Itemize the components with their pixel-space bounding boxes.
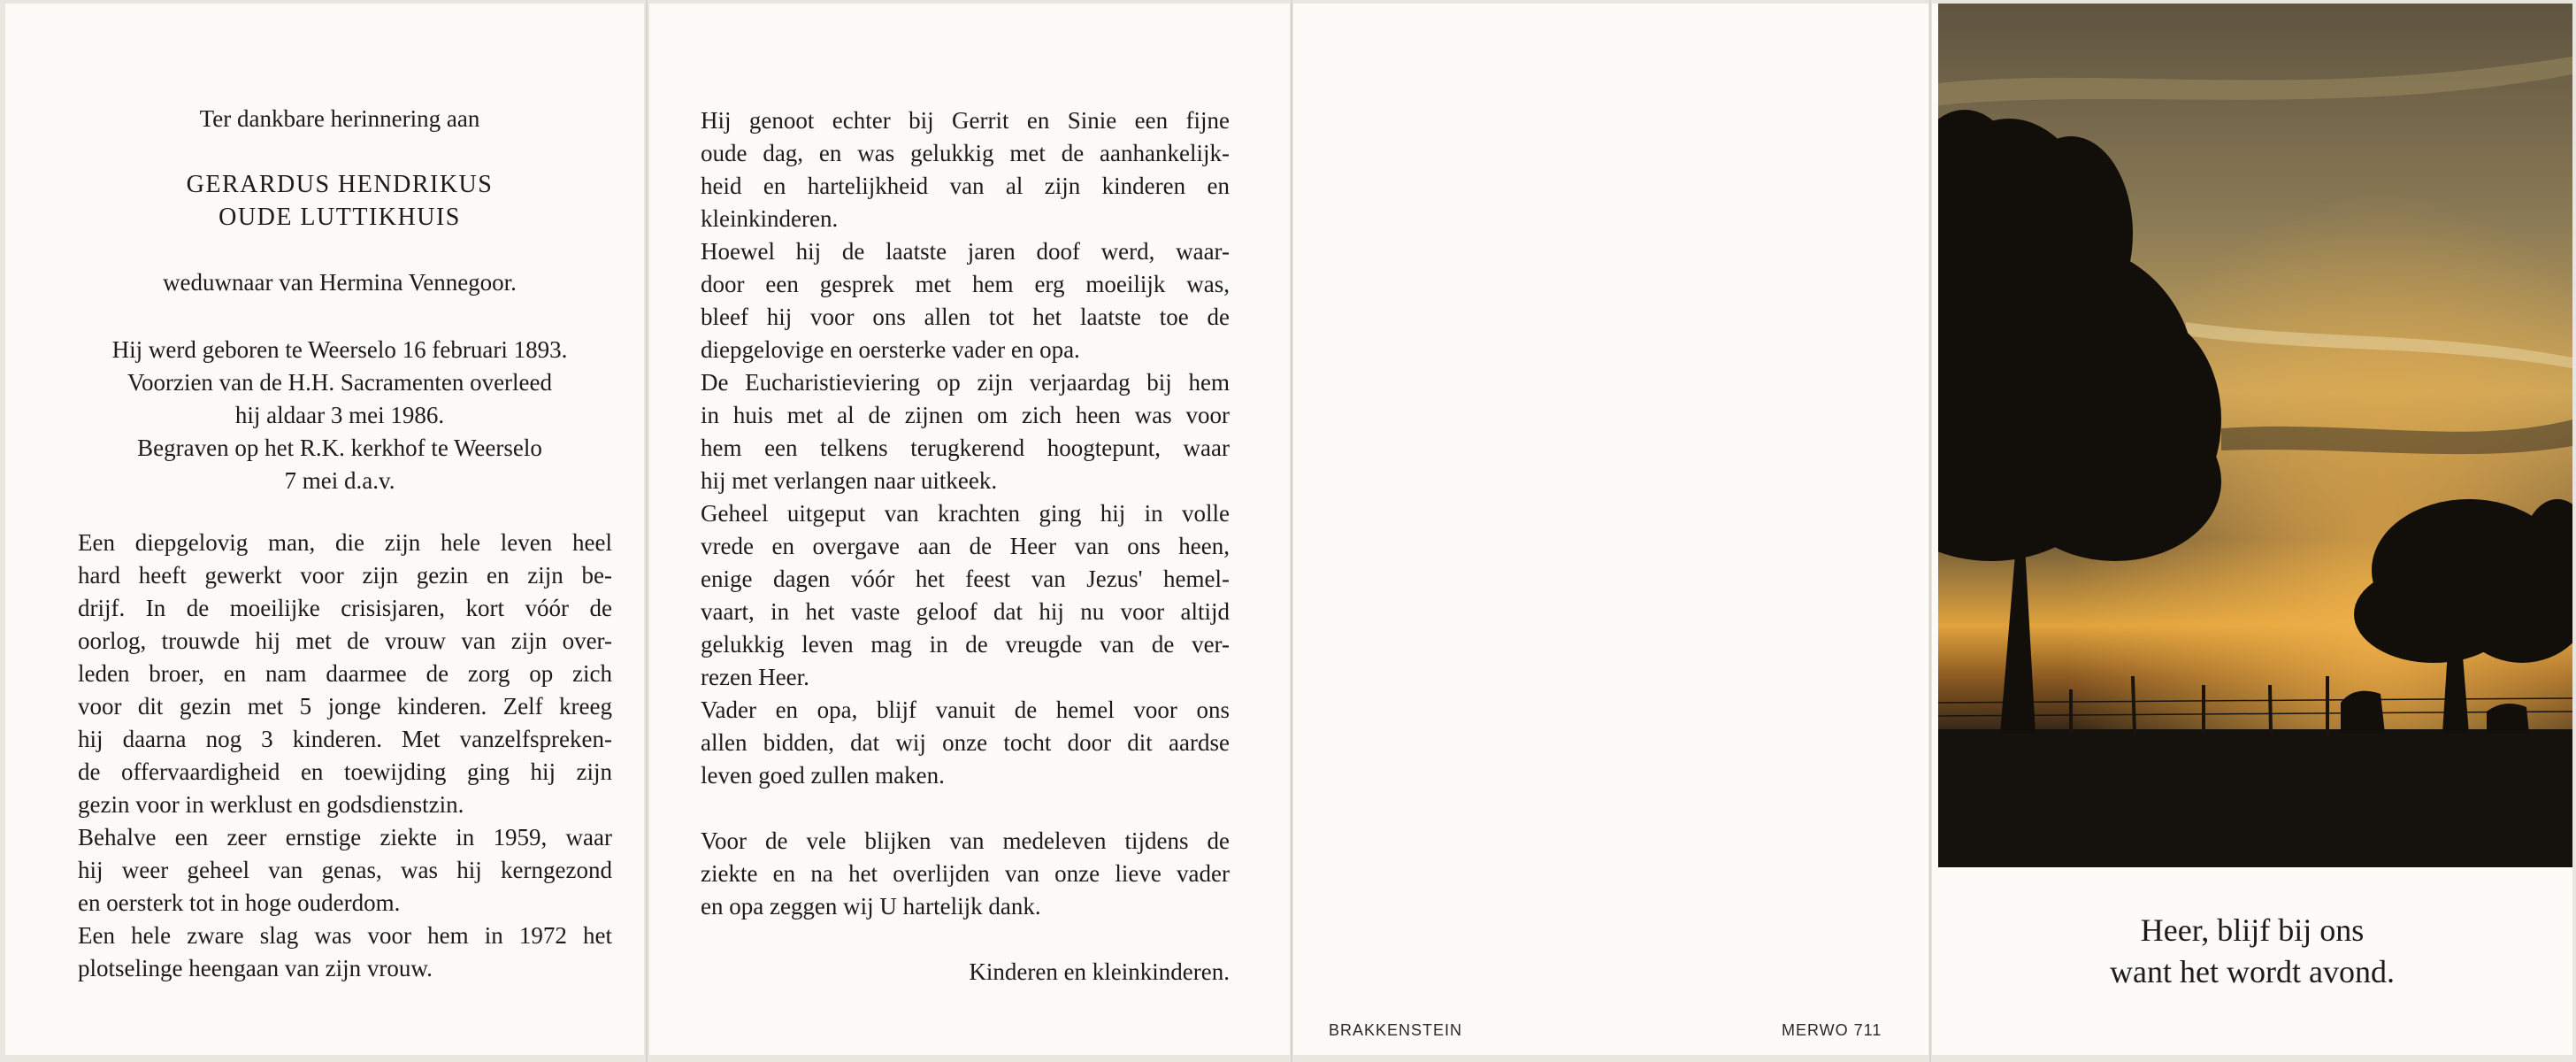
- fold-line: [1929, 0, 1931, 1062]
- card-middle-panel: [649, 4, 1290, 1055]
- bio-line: en oersterk tot in hoge ouderdom.: [78, 889, 401, 916]
- bio-line: gezin voor in werklust en godsdienstzin.: [78, 791, 464, 818]
- name-line-1: GERARDUS HENDRIKUS: [186, 171, 494, 198]
- card-left-panel: [5, 4, 644, 1055]
- thanks-line: Voor de vele blijken van medeleven tijdens de: [701, 827, 1230, 854]
- bio-line: hard heeft gewerkt voor zijn gezin en zijn be-: [78, 562, 612, 589]
- bio-line: leden broer, en nam daarmee de zorg op zich: [78, 660, 612, 687]
- verse: [1932, 910, 2572, 993]
- product-code: MERWO 711: [1782, 1021, 1882, 1039]
- fold-line: [1291, 0, 1292, 1062]
- name-line-2: OUDE LUTTIKHUIS: [218, 204, 461, 231]
- bio2-line: rezen Heer.: [701, 664, 809, 690]
- bio2-line: Hij genoot echter bij Gerrit en Sinie een fijne: [701, 107, 1230, 134]
- biography-text: [78, 527, 612, 985]
- burial-date-line: 7 mei d.a.v.: [284, 467, 395, 494]
- bio2-line: oude dag, en was gelukkig met de aanhankelijk-: [701, 140, 1230, 166]
- bio2-line: De Eucharistieviering op zijn verjaardag bij hem: [701, 369, 1230, 396]
- thanks-line: ziekte en na het overlijden van onze lieve vader: [701, 860, 1230, 887]
- bio-line: de offervaardigheid en toewijding ging hij zijn: [78, 758, 612, 785]
- thanks-line: en opa zeggen wij U hartelijk dank.: [701, 893, 1041, 920]
- fold-line: [646, 0, 648, 1062]
- bio2-line: in huis met al de zijnen om zich heen was voor: [701, 402, 1230, 428]
- card-back-panel: [1293, 4, 1928, 1055]
- bio2-line: Geheel uitgeput van krachten ging hij in volle: [701, 500, 1230, 527]
- bio2-line: vaart, in het vaste geloof dat hij nu voor altijd: [701, 598, 1230, 625]
- bio2-line: diepgelovige en oersterke vader en opa.: [701, 336, 1080, 363]
- bio-line: drijf. In de moeilijke crisisjaren, kort vóór de: [78, 595, 612, 621]
- bio-line: hij weer geheel van genas, was hij kerngezond: [78, 857, 612, 883]
- bio2-line: hem een telkens terugkerend hoogtepunt, waar: [701, 435, 1230, 461]
- bio-line: hij daarna nog 3 kinderen. Met vanzelfspreken-: [78, 726, 612, 752]
- sacrament-line: Voorzien van de H.H. Sacramenten overleed: [126, 369, 553, 396]
- bio2-line: allen bidden, dat wij onze tocht door dit aardse: [701, 729, 1230, 756]
- bio2-line: door een gesprek met hem erg moeilijk was,: [701, 271, 1230, 297]
- card-front-panel: [1932, 4, 2572, 1055]
- publisher-imprint: BRAKKENSTEIN: [1329, 1021, 1463, 1039]
- deceased-name: [74, 168, 605, 234]
- bio2-line: Hoewel hij de laatste jaren doof werd, waar-: [701, 238, 1230, 265]
- biography-continued: [701, 104, 1230, 989]
- bio2-line: kleinkinderen.: [701, 205, 839, 232]
- bio2-line: gelukkig leven mag in de vreugde van de ver-: [701, 631, 1230, 658]
- verse-line-1: Heer, blijf bij ons: [2140, 912, 2365, 948]
- bio-line: plotselinge heengaan van zijn vrouw.: [78, 955, 433, 981]
- bio2-line: leven goed zullen maken.: [701, 762, 945, 789]
- bio-line: oorlog, trouwde hij met de vrouw van zijn over-: [78, 627, 612, 654]
- bio2-line: Vader en opa, blijf vanuit de hemel voor ons: [701, 696, 1230, 723]
- bio2-line: vrede en overgave aan de Heer van ons heen,: [701, 533, 1230, 559]
- bio2-line: bleef hij voor ons allen tot het laatste toe de: [701, 304, 1230, 330]
- verse-line-2: want het wordt avond.: [2110, 954, 2395, 989]
- birth-death-info: [74, 334, 605, 497]
- sunset-trees-photo: [1938, 4, 2572, 867]
- bio-line: Behalve een zeer ernstige ziekte in 1959, waar: [78, 824, 612, 850]
- signature: Kinderen en kleinkinderen.: [969, 958, 1230, 985]
- death-line: hij aldaar 3 mei 1986.: [234, 402, 445, 428]
- bio2-line: heid en hartelijkheid van al zijn kinderen en: [701, 173, 1230, 199]
- bio-line: Een diepgelovig man, die zijn hele leven heel: [78, 529, 612, 556]
- bio-line: Een hele zware slag was voor hem in 1972 het: [78, 922, 612, 949]
- heading: Ter dankbare herinnering aan: [199, 105, 480, 132]
- bio2-line: enige dagen vóór het feest van Jezus' hemel-: [701, 566, 1230, 592]
- bio-line: voor dit gezin met 5 jonge kinderen. Zelf kreeg: [78, 693, 612, 720]
- bio2-line: hij met verlangen naar uitkeek.: [701, 467, 998, 494]
- burial-line: Begraven op het R.K. kerkhof te Weerselo: [137, 435, 542, 461]
- birth-line: Hij werd geboren te Weerselo 16 februari 1893.: [111, 336, 568, 363]
- widow-line: weduwnaar van Hermina Vennegoor.: [163, 269, 517, 296]
